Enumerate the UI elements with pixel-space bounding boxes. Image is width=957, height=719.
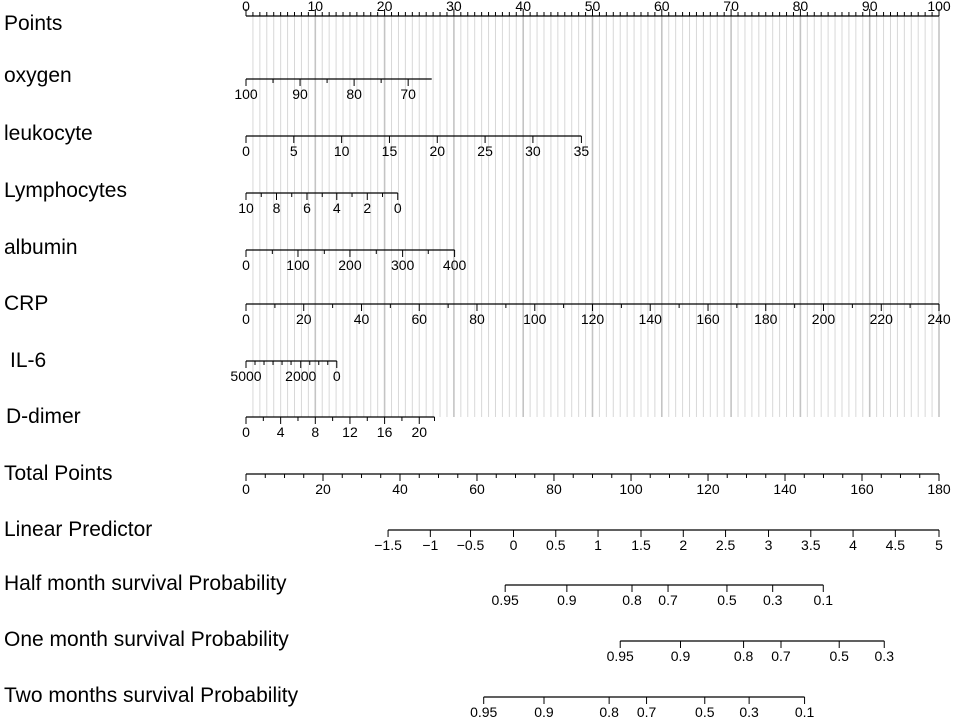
tick-label: 40	[392, 481, 408, 497]
row-12	[4, 684, 814, 719]
row-1	[4, 64, 432, 102]
tick-label: 16	[376, 424, 393, 440]
tick-label: 50	[584, 0, 601, 14]
row-9	[4, 518, 943, 553]
tick-label: −1.5	[374, 537, 402, 553]
tick-label: 0.5	[546, 537, 566, 553]
row-label: One month survival Probability	[4, 628, 289, 651]
tick-label: 8	[311, 424, 320, 440]
grid-layer	[253, 16, 939, 417]
tick-label: 0.9	[670, 648, 691, 664]
tick-label: 80	[346, 86, 362, 102]
tick-label: 2	[363, 200, 372, 216]
tick-label: 0	[393, 200, 402, 216]
tick-label: 0.7	[771, 648, 791, 664]
tick-label: 100	[523, 311, 547, 327]
tick-label: 20	[295, 311, 312, 327]
tick-label: 60	[654, 0, 670, 14]
tick-label: 30	[525, 143, 541, 159]
tick-label: 0	[242, 257, 250, 273]
tick-label: 0.1	[813, 592, 834, 608]
tick-label: −1	[422, 537, 439, 553]
tick-label: 0.7	[636, 704, 657, 719]
tick-label: 60	[469, 481, 485, 497]
tick-label: 80	[792, 0, 809, 14]
tick-label: 40	[353, 311, 370, 327]
tick-label: 0.95	[606, 648, 634, 664]
row-3	[4, 179, 402, 216]
row-10	[4, 572, 833, 608]
row-label: IL-6	[10, 349, 47, 372]
tick-label: 20	[429, 143, 446, 159]
tick-label: 2	[679, 537, 688, 553]
tick-label: 160	[850, 481, 874, 497]
tick-label: 0.3	[739, 704, 759, 719]
tick-label: 0	[242, 481, 250, 497]
tick-label: 0.8	[622, 592, 642, 608]
tick-label: 20	[376, 0, 393, 14]
tick-label: 300	[390, 257, 415, 273]
tick-label: 4	[332, 200, 341, 216]
tick-label: 0.3	[762, 592, 783, 608]
tick-label: 60	[411, 311, 428, 327]
tick-label: 0	[332, 368, 341, 384]
row-label: Points	[4, 12, 63, 35]
tick-label: 0	[242, 424, 250, 440]
tick-label: 90	[292, 86, 308, 102]
tick-label: 160	[696, 311, 720, 327]
tick-label: 2.5	[715, 537, 736, 553]
tick-label: 80	[469, 311, 485, 327]
tick-label: 0.8	[733, 648, 754, 664]
tick-label: 0.5	[695, 704, 715, 719]
tick-label: 6	[303, 200, 311, 216]
row-label: albumin	[4, 236, 78, 259]
tick-label: 25	[477, 143, 493, 159]
tick-label: 4	[849, 537, 857, 553]
tick-label: 180	[754, 311, 778, 327]
tick-label: 8	[272, 200, 281, 216]
tick-label: 3	[764, 537, 773, 553]
row-6	[10, 349, 341, 384]
tick-label: 0.1	[794, 704, 815, 719]
tick-label: 12	[342, 424, 358, 440]
row-label: CRP	[4, 292, 49, 315]
tick-label: 10	[307, 0, 324, 14]
tick-label: 0.7	[658, 592, 678, 608]
tick-label: −0.5	[456, 537, 485, 553]
tick-label: 10	[333, 143, 350, 159]
row-2	[4, 122, 589, 159]
tick-label: 0.3	[874, 648, 894, 664]
tick-label: 220	[869, 311, 893, 327]
tick-label: 0	[242, 0, 250, 14]
row-label: Total Points	[4, 462, 113, 485]
tick-label: 140	[638, 311, 662, 327]
tick-label: 240	[927, 311, 951, 327]
rows-layer	[4, 0, 951, 719]
tick-label: 100	[234, 86, 258, 102]
tick-label: 100	[619, 481, 643, 497]
tick-label: 20	[315, 481, 331, 497]
tick-label: 5000	[230, 368, 262, 384]
tick-label: 0.95	[470, 704, 498, 719]
tick-label: 140	[773, 481, 797, 497]
tick-label: 180	[927, 481, 951, 497]
row-label: Two months survival Probability	[4, 684, 299, 707]
tick-label: 1.5	[631, 537, 651, 553]
row-label: oxygen	[4, 64, 72, 87]
tick-label: 0.95	[491, 592, 519, 608]
tick-label: 100	[927, 0, 951, 14]
row-8	[4, 462, 951, 497]
tick-label: 2000	[285, 368, 317, 384]
tick-label: 0	[509, 537, 518, 553]
row-label: Lymphocytes	[4, 179, 127, 202]
row-label: D-dimer	[6, 405, 81, 428]
tick-label: 5	[289, 143, 298, 159]
tick-label: 0.9	[557, 592, 577, 608]
row-7	[6, 405, 434, 440]
tick-label: 10	[238, 200, 254, 216]
tick-label: 200	[811, 311, 836, 327]
tick-label: 120	[696, 481, 720, 497]
tick-label: 100	[286, 257, 310, 273]
row-label: leukocyte	[4, 122, 93, 145]
tick-label: 0.5	[717, 592, 737, 608]
tick-label: 70	[723, 0, 739, 14]
tick-label: 40	[515, 0, 531, 14]
tick-label: 0	[242, 143, 250, 159]
row-0	[4, 0, 951, 35]
tick-label: 1	[594, 537, 602, 553]
tick-label: 0.9	[534, 704, 554, 719]
tick-label: 0.5	[829, 648, 849, 664]
tick-label: 30	[446, 0, 462, 14]
row-5	[4, 292, 951, 327]
tick-label: 4.5	[885, 537, 906, 553]
tick-label: 4	[276, 424, 285, 440]
tick-label: 90	[861, 0, 878, 14]
row-label: Linear Predictor	[4, 518, 153, 541]
tick-label: 0	[242, 311, 250, 327]
tick-label: 5	[935, 537, 943, 553]
tick-label: 400	[442, 257, 467, 273]
tick-label: 120	[580, 311, 605, 327]
tick-label: 70	[400, 86, 416, 102]
tick-label: 200	[338, 257, 362, 273]
row-label: Half month survival Probability	[4, 572, 287, 595]
row-11	[4, 628, 894, 664]
tick-label: 15	[381, 143, 398, 159]
tick-label: 80	[546, 481, 562, 497]
tick-label: 20	[411, 424, 428, 440]
tick-label: 0.8	[599, 704, 619, 719]
tick-label: 35	[573, 143, 590, 159]
row-4	[4, 236, 466, 273]
tick-label: 3.5	[801, 537, 821, 553]
